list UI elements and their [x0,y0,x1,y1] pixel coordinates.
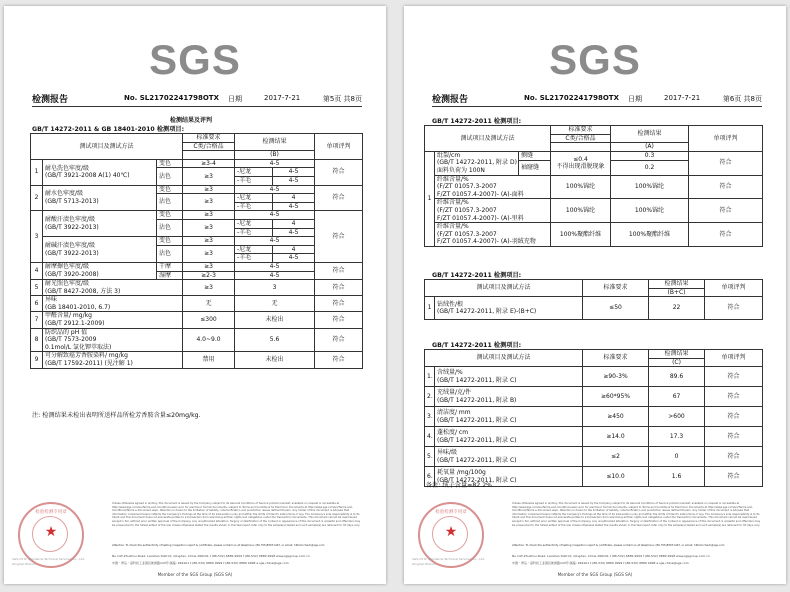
star-icon: ★ [444,524,458,540]
header-divider [432,106,762,107]
note: 注: 检测结果未检出表明所送样品所检芳香胺含量≤20mg/kg. [32,412,201,419]
address-cn: 中国・青岛・高科技工业园区株洲路143号 邮编: 266101 t (86-532) 6889 9999 f (86-532) 6889 9998 e sgs.china@sgs.com [112,561,289,565]
member-line: Member of the SGS Group (SGS SA) [157,572,233,577]
table-row: 1 耐皂洗色牢度/级 (GB/T 3921-2008 A(1) 40℃) 变色 ≥3-4 4-5 符合 [31,159,363,168]
header-verdict: 单项评判 [315,134,363,160]
report-page-5 [4,6,386,584]
report-label: 检测报告 [432,95,469,105]
date-label: 日期 [628,95,642,103]
address-en: No.143 Zhuzhou Road, Laoshan District, Qingdao, China 266101 t (86-532) 6889 9999 f (86-532) 6889 9998 www.sgsgroup.com.cn [512,554,710,558]
report-label: 检测报告 [32,95,69,105]
results-table-1: 测试项目及测试方法 标准要求 检测结果 单项评判 C类/合格品 (B) 1 耐皂洗色牢度/级 (GB/T 3921-2008 A(1) 40℃) 变色 ≥3-4 4-5 符合 沾色 ≥3 -尼龙 4-5 -羊毛 4-5 2 耐水色牢度/级 (GB/T 5713-2013) 变色 ≥3 4-5 符合 沾色 ≥3 -尼龙 4 -羊毛 4-5 3 耐酸汗渍色牢度/级 (GB/T 3922-2013) 变色 ≥3 4-5 符合 沾色 ≥3 -尼龙 4 -羊毛 4-5 耐碱汗渍色牢度/级 (GB/T 3922-2013) 变色 ≥3 4-5 沾色 ≥3 -尼龙 4 -羊毛 4-5 4 耐摩擦色牢度/级 (GB/T 3920-2008) 干摩 ≥3 4-5 符合 湿摩 ≥2-3 4-5 5 耐光照色牢度/级 (GB/T 8427-2008, 方法 3) ≥3 3 符合 6 异味 (GB 18401-2010, 6.7) 无 无 符合 7 甲醛含量/ mg/kg (GB/T 2912.1-2009) ≤300 未检出 符合 8 防织品的 pH 值 (GB/T 7573-2009 0.1mol/L 氯化钾萃取法) 4.0~9.0 5.6 符合 9 可分解致癌芳香胺染料/ mg/kg (GB/T 17592-2011) (见注解 1) 禁用 未检出 符合 [30,133,363,369]
table-row: 5. 异味/级 (GB/T 14272-2011, 附录 C) ≤2 0 符合 [425,447,763,467]
stamp-text: 检验检测专用章 [435,510,467,515]
sgs-logo: SGS [549,36,641,83]
star-icon: ★ [44,524,58,540]
table-row: 1 纰裂/cm (GB/T 14272-2011, 附录 D) 面料负荷为 100N 侧缝 ≤0.4 不得出现滑脱现象 0.3 符合 [425,151,763,160]
stamp-lab-name: SGS-CSTC Standards Technical Services Co., Ltd. [412,557,485,561]
table-row: 4. 蓬松度/ cm (GB/T 14272-2011, 附录 C) ≥14.0 17.3 符合 [425,427,763,447]
table-row: 8 防织品的 pH 值 (GB/T 7573-2009 0.1mol/L 氯化钾萃取法) 4.0~9.0 5.6 符合 [31,328,363,352]
sample-label: (B) [235,151,315,160]
table-row: 6. 耗氧量 /mg/100g (GB/T 14272-2011, 附录 C) ≤10.0 1.6 符合 [425,467,763,487]
header-requirement: 标准要求 [183,134,235,143]
address-cn: 中国・青岛・高科技工业园区株洲路143号 邮编: 266101 t (86-532) 6889 9999 f (86-532) 6889 9998 e sgs.china@sgs.com [512,561,689,565]
standard-title: GB/T 14272-2011 & GB 18401-2010 检测项目: [32,126,185,133]
results-table-a: 测试项目及测试方法 标准要求 检测结果 单项评判 C类/合格品 (A) 1 纰裂/cm (GB/T 14272-2011, 附录 D) 面料负荷为 100N 侧缝 ≤0.4 不得出现滑脱现象 0.3 符合 袖窿缝 0.2 纤维含量/% (F/ZT 01057.3-2007 F/ZT 01057.4-2007)- (A)-面料 100%锦纶 100%锦纶 符合 纤维含量/% (F/ZT 01057.3-2007 F/ZT 01057.4-2007)- (A)-里料 100%锦纶 100%锦纶 符合 纤维含量/% (F/ZT 01057.3-2007 F/ZT 01057.4-2007)- (A)-羽絨充物 100%聚酯纤维 100%聚酯纤维 符合 [424,125,763,247]
results-title: 检测结果及评判 [170,117,213,124]
standard-title-a: GB/T 14272-2011 检测项目: [432,118,522,125]
page-number: 第5页 共8页 [322,95,362,103]
stamp-branch-name: Qingdao Branch [12,562,37,566]
header-result: 检测结果 [235,134,315,151]
header-divider [32,106,362,107]
date-value: 2017-7-21 [664,94,701,102]
standard-title-c: GB/T 14272-2011 检测项目: [432,342,522,349]
table-row: 1 钻绒性/根 (GB/T 14272-2011, 附录 E)-(B+C) ≤50 22 符合 [425,297,763,320]
table-row: 4 耐摩擦色牢度/级 (GB/T 3920-2008) 干摩 ≥3 4-5 符合 [31,262,363,271]
results-table-c: 测试项目及测试方法 标准要求 检测结果 单项评判 (C) 1. 含绒量/% (GB/T 14272-2011, 附录 C) ≥90-3% 89.6 符合 2. 充绒量/克/件 (GB/T 14272-2011, 附录 B) ≥60*95% 67 符合 3. 清洁度/ mm (GB/T 14272-2011, 附录 C) ≥450 >600 符合 4. 蓬松度/ cm (GB/T 14272-2011, 附录 C) ≥14.0 17.3 符合 5. 异味/级 (GB/T 14272-2011, 附录 C) ≤2 0 符合 6. 耗氧量 /mg/100g (GB/T 14272-2011, 附录 C) ≤10.0 1.6 符合 [424,349,763,487]
disclaimer: Unless otherwise agreed in writing, this document is issued by the Company subject to its General Conditions of Service printed overleaf, available on request or accessible at http://www.sgs.com/en/Terms-and-Conditions.aspx and, for electronic format documents, subject to Terms and Conditions for Electronic Documents at http://www.sgs.com/en/Terms-and-Conditions/Terms-e-Document.aspx. Attention is drawn to the limitation of liability, indemnification and jurisdiction issues defined therein. Any holder of this document is advised that information contained hereon reflects the Company's findings at the time of its intervention only and within the limits of Client's instructions, if any. The Company's sole responsibility is to its Client and this document does not exonerate parties to a transaction from exercising all their rights and obligations under the transaction documents. This document cannot be reproduced except in full, without prior written approval of the Company. Any unauthorized alteration, forgery or falsification of the content or appearance of this document is unlawful and offenders may be prosecuted to the fullest extent of the law. Unless otherwise stated the results shown in this test report refer only to the sample(s) tested and such sample(s) are retained for 30 days only. [112,502,361,527]
report-number: No. SL21702241798OTX [524,94,619,102]
table-row: 7 甲醛含量/ mg/kg (GB/T 2912.1-2009) ≤300 未检出 符合 [31,312,363,328]
table-row: 2. 充绒量/克/件 (GB/T 14272-2011, 附录 B) ≥60*95% 67 符合 [425,387,763,407]
table-row: 3 耐酸汗渍色牢度/级 (GB/T 3922-2013) 变色 ≥3 4-5 符合 [31,211,363,220]
page-number: 第6页 共8页 [722,95,762,103]
stamp-lab-name: SGS-CSTC Standards Technical Services Co., Ltd. [12,557,85,561]
contact-line: Attention: To check the authenticity of testing /inspection report & certificate, please contact us at telephone: (86-755)83071443, or email: CN.Doccheck@sgs.com [112,544,325,547]
contact-line: Attention: To check the authenticity of testing /inspection report & certificate, please contact us at telephone: (86-755)83071443, or email: CN.Doccheck@sgs.com [512,544,725,547]
table-row: 6 异味 (GB 18401-2010, 6.7) 无 无 符合 [31,296,363,312]
table-row: 1. 含绒量/% (GB/T 14272-2011, 附录 C) ≥90-3% 89.6 符合 [425,367,763,387]
address-en: No.143 Zhuzhou Road, Laoshan District, Qingdao, China 266101 t (86-532) 6889 9999 f (86-532) 6889 9998 www.sgsgroup.com.cn [112,554,310,558]
member-line: Member of the SGS Group (SGS SA) [557,572,633,577]
sgs-logo: SGS [149,36,241,83]
table-row: 2 耐水色牢度/级 (GB/T 5713-2013) 变色 ≥3 4-5 符合 [31,185,363,194]
header-item: 测试项目及测试方法 [31,134,183,160]
table-row: 9 可分解致癌芳香胺染料/ mg/kg (GB/T 17592-2011) (见注解 1) 禁用 未检出 符合 [31,352,363,368]
date-label: 日期 [228,95,242,103]
table-row: 5 耐光照色牢度/级 (GB/T 8427-2008, 方法 3) ≥3 3 符合 [31,280,363,296]
table-header-row [31,134,363,143]
date-value: 2017-7-21 [264,94,301,102]
note: 备注: 绒子含量=82.2% [426,482,493,489]
disclaimer: Unless otherwise agreed in writing, this document is issued by the Company subject to its General Conditions of Service printed overleaf, available on request or accessible at http://www.sgs.com/en/Terms-and-Conditions.aspx and, for electronic format documents, subject to Terms and Conditions for Electronic Documents at http://www.sgs.com/en/Terms-and-Conditions/Terms-e-Document.aspx. Attention is drawn to the limitation of liability, indemnification and jurisdiction issues defined therein. Any holder of this document is advised that information contained hereon reflects the Company's findings at the time of its intervention only and within the limits of Client's instructions, if any. The Company's sole responsibility is to its Client and this document does not exonerate parties to a transaction from exercising all their rights and obligations under the transaction documents. This document cannot be reproduced except in full, without prior written approval of the Company. Any unauthorized alteration, forgery or falsification of the content or appearance of this document is unlawful and offenders may be prosecuted to the fullest extent of the law. Unless otherwise stated the results shown in this test report refer only to the sample(s) tested and such sample(s) are retained for 30 days only. [512,502,761,527]
report-number: No. SL21702241798OTX [124,94,219,102]
results-table-b: 测试项目及测试方法 标准要求 检测结果 单项评判 (B+C) 1 钻绒性/根 (GB/T 14272-2011, 附录 E)-(B+C) ≤50 22 符合 [424,279,763,320]
table-row: 3. 清洁度/ mm (GB/T 14272-2011, 附录 C) ≥450 >600 符合 [425,407,763,427]
stamp-text: 检验检测专用章 [35,510,67,515]
standard-title-b: GB/T 14272-2011 检测项目: [432,272,522,279]
header-grade: C类/合格品 [183,142,235,151]
report-page-6 [404,6,786,584]
stamp-branch-name: Qingdao Branch [412,562,437,566]
